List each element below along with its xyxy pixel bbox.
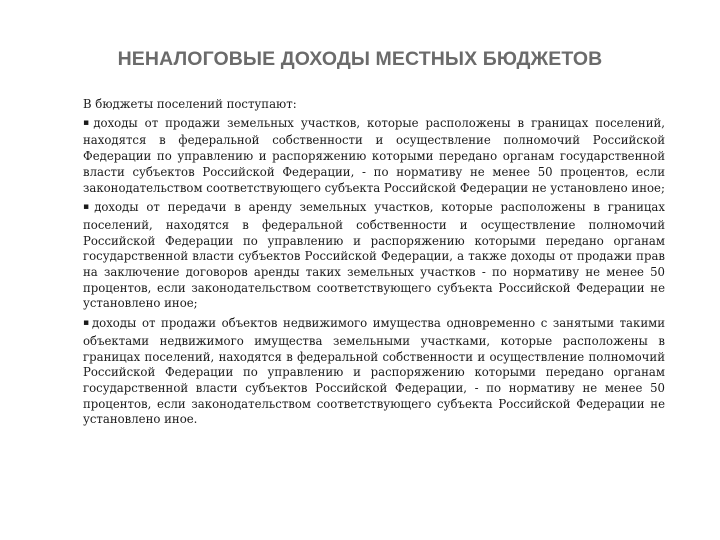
bullet-icon: ▪ — [83, 318, 91, 329]
list-item — [83, 316, 665, 428]
list-item-text: доходы от продажи земельных участков, которые расположены в границах поселений, находятся в федеральной собственности и осуществление полномочий Российской Федерации по управлению и распоряжению которыми передано органам государственной власти субъектов Российской Федерации, - по нормативу не менее 50 процентов, если законодательством соответствующего субъекта Российской Федерации не установлено иное; — [83, 115, 665, 195]
intro-text: В бюджеты поселений поступают: — [83, 97, 297, 111]
list-item — [83, 200, 665, 312]
slide-title: НЕНАЛОГОВЫЕ ДОХОДЫ МЕСТНЫХ БЮДЖЕТОВ — [117, 48, 603, 70]
bullet-icon: ▪ — [83, 117, 93, 128]
bullet-icon: ▪ — [83, 202, 94, 213]
slide-body — [83, 97, 665, 432]
list-item-text: доходы от передачи в аренду земельных участков, которые расположены в границах поселений, находятся в федеральной собственности и осуществление полномочий Российской Федерации по управлению и распоряжению которыми передано органам государственной власти субъектов Российской Федерации, а также доходы от продажи прав на заключение договоров аренды таких земельных участков - по нормативу не менее 50 процентов, если законодательством соответствующего субъекта Российской Федерации не установлено иное; — [83, 200, 665, 311]
list-item-text: доходы от продажи объектов недвижимого имущества одновременно с занятыми такими объектами недвижимого имущества земельными участками, которые расположены в границах поселений, находятся в федеральной собственности и осуществление полномочий Российской Федерации по управлению и распоряжению которыми передано органам государственной власти субъектов Российской Федерации, - по нормативу не менее 50 процентов, если законодательством соответствующего субъекта Российской Федерации не установлено иное. — [83, 316, 665, 427]
list-item — [83, 116, 665, 197]
